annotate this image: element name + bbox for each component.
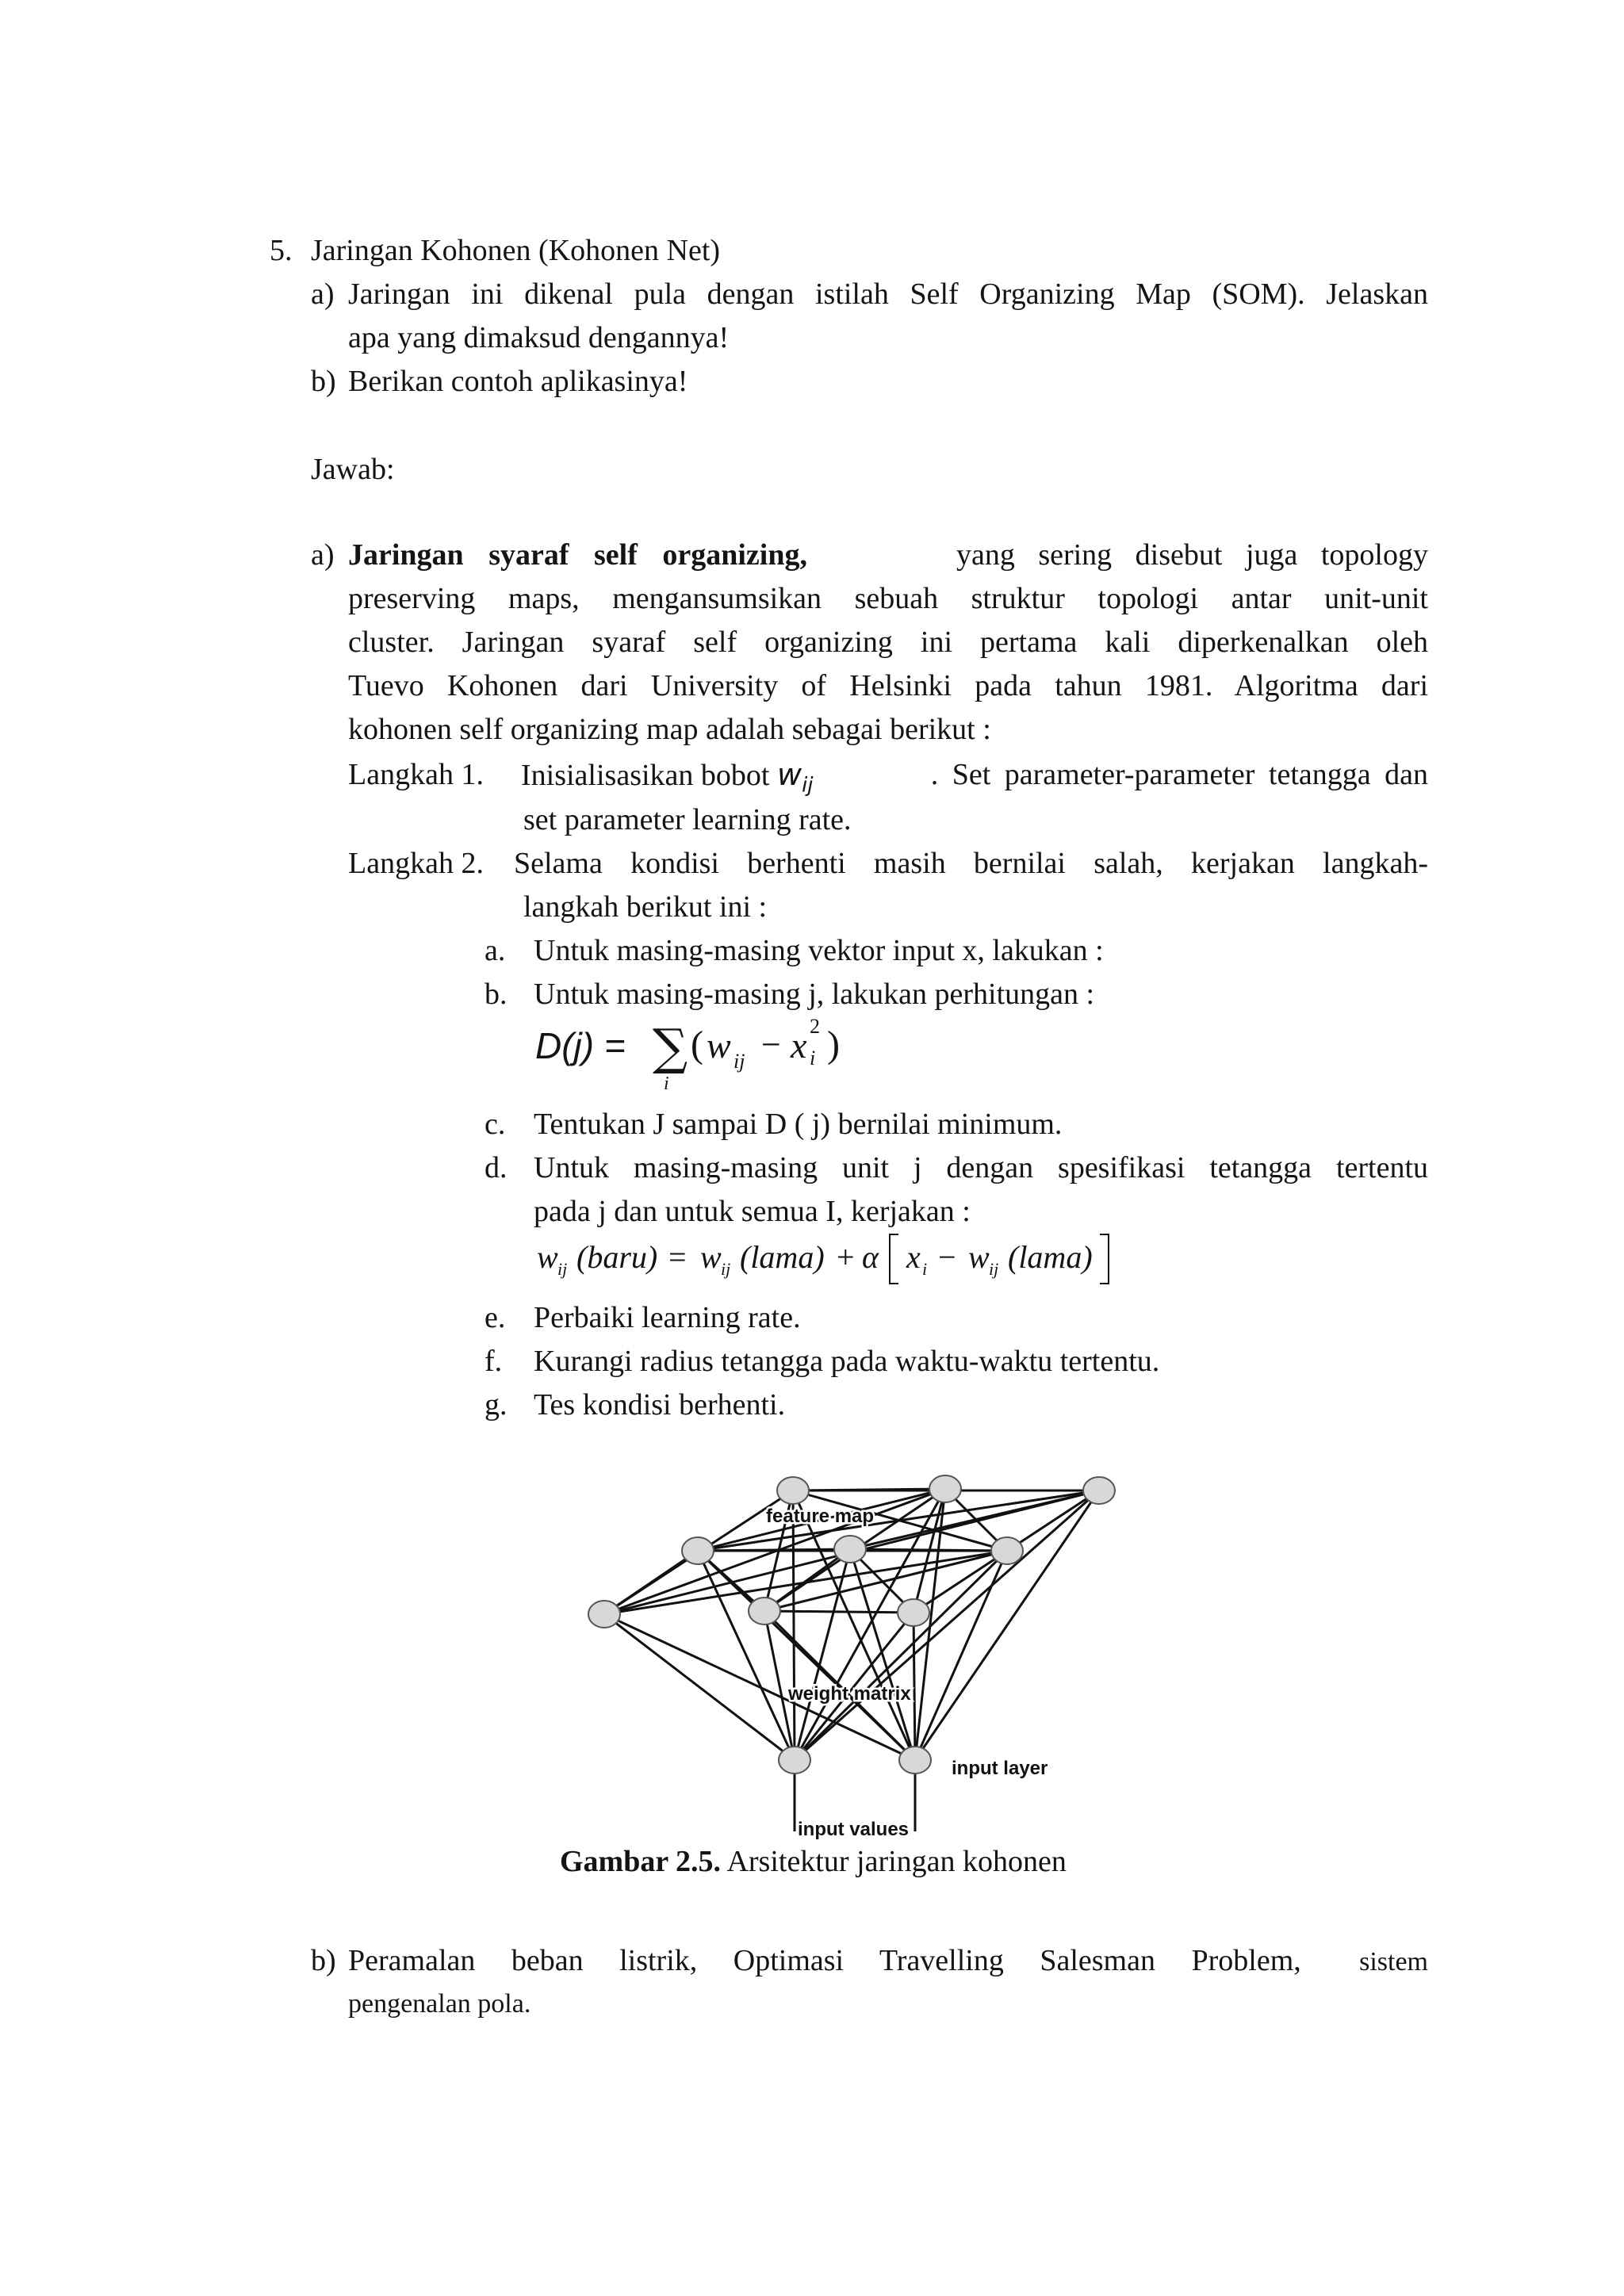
question-a-line2: apa yang dimaksud dengannya! xyxy=(348,321,730,354)
answer-a-line1 xyxy=(348,538,1428,572)
formula-update-w3: w xyxy=(968,1239,990,1275)
formula-update-x: x xyxy=(906,1239,921,1275)
feature-map-node xyxy=(1083,1477,1115,1504)
substep-d-text: Untuk masing-masing unit j dengan spesifikasi tetangga tertentu xyxy=(534,1151,1428,1184)
question-title: Jaringan Kohonen (Kohonen Net) xyxy=(311,234,721,267)
substep-a-label: a. xyxy=(485,934,506,967)
weight-link xyxy=(914,1613,915,1760)
label-input-layer: input layer xyxy=(952,1758,1048,1779)
step1-line1 xyxy=(521,757,1428,803)
answer-a-label: a) xyxy=(311,538,335,572)
formula-update-open-bracket xyxy=(889,1234,898,1284)
answer-a-line1-rest: yang sering disebut juga topology xyxy=(956,538,1428,572)
formula-distance-x-sup: 2 xyxy=(810,1015,820,1038)
feature-map-link xyxy=(850,1549,1007,1551)
input-node xyxy=(779,1747,810,1774)
feature-map-link xyxy=(604,1551,1007,1614)
answer-b-label: b) xyxy=(311,1944,336,1977)
feature-map-node xyxy=(834,1536,866,1563)
formula-distance-open: ( xyxy=(691,1024,703,1066)
formula-update-w2: w xyxy=(700,1239,722,1275)
formula-distance-minus: − xyxy=(761,1025,781,1064)
substep-a-text: Untuk masing-masing vektor input x, lakukan : xyxy=(534,934,1104,967)
formula-distance-w-sub: ij xyxy=(733,1050,745,1073)
weight-link xyxy=(604,1614,795,1760)
feature-map-node xyxy=(777,1477,809,1504)
feature-map-node xyxy=(682,1537,714,1564)
substep-d-label: d. xyxy=(485,1151,508,1184)
feature-map-link xyxy=(764,1611,914,1613)
feature-map-node xyxy=(929,1475,961,1502)
figure-caption-number: Gambar 2.5. xyxy=(560,1845,722,1878)
label-feature-map: feature map xyxy=(766,1506,875,1527)
label-weight-matrix: weight matrix xyxy=(788,1683,911,1705)
substep-e-text: Perbaiki learning rate. xyxy=(534,1301,801,1334)
figure-caption-text: Arsitektur jaringan kohonen xyxy=(726,1845,1067,1878)
weight-link xyxy=(793,1490,795,1760)
formula-distance-close: ) xyxy=(827,1024,840,1066)
answer-a-line4: Tuevo Kohonen dari University of Helsinki pada tahun 1981. Algoritma dari xyxy=(348,669,1428,702)
formula-update xyxy=(535,1234,1122,1291)
answer-a-line5: kohonen self organizing map adalah sebagai berikut : xyxy=(348,713,991,746)
kohonen-diagram xyxy=(571,1459,1142,1855)
formula-update-lama1: (lama) xyxy=(740,1239,825,1275)
formula-distance-x: x xyxy=(791,1025,807,1066)
step2-line1: Selama kondisi berhenti masih bernilai salah, kerjakan langkah- xyxy=(514,847,1428,880)
formula-update-alpha: α xyxy=(862,1239,879,1275)
formula-update-w2-sub: ij xyxy=(721,1259,731,1279)
formula-distance-sum: ∑ xyxy=(653,1018,688,1076)
substep-g-text: Tes kondisi berhenti. xyxy=(534,1388,786,1422)
formula-update-close-bracket xyxy=(1100,1234,1109,1284)
formula-distance-x-sub: i xyxy=(810,1047,816,1070)
step2-label: Langkah 2. xyxy=(348,847,484,880)
feature-map-node xyxy=(749,1598,780,1624)
answer-b-line2: pengenalan pola. xyxy=(348,1989,531,2019)
answer-b-line1-text: Peramalan beban listrik, Optimasi Travelling Salesman Problem, xyxy=(348,1944,1301,1977)
substep-d-text-cont: pada j dan untuk semua I, kerjakan : xyxy=(534,1195,971,1228)
weight-link xyxy=(795,1490,1099,1760)
formula-update-baru: (baru) xyxy=(576,1239,658,1275)
answer-a-line3: cluster. Jaringan syaraf self organizing ini pertama kali diperkenalkan oleh xyxy=(348,626,1428,659)
weight-link xyxy=(915,1490,1099,1760)
formula-update-x-sub: i xyxy=(922,1259,928,1279)
formula-update-plus: + xyxy=(837,1239,855,1275)
substep-b-text: Untuk masing-masing j, lakukan perhitungan : xyxy=(534,978,1095,1011)
formula-distance xyxy=(535,1015,868,1094)
answer-a-bold-term: Jaringan syaraf self organizing, xyxy=(348,538,807,572)
substep-b-label: b. xyxy=(485,978,508,1011)
feature-map-node xyxy=(898,1599,929,1626)
formula-update-w1: w xyxy=(537,1239,558,1275)
answer-b-line1-small: sistem xyxy=(1359,1947,1428,1976)
step1-text-post: . Set parameter-parameter tetangga dan xyxy=(930,758,1428,791)
substep-f-label: f. xyxy=(485,1345,503,1378)
question-a-label: a) xyxy=(311,277,335,311)
answer-heading: Jawab: xyxy=(311,453,395,486)
formula-distance-lhs: D(j) = xyxy=(535,1025,626,1066)
label-input-values: input values xyxy=(798,1819,910,1840)
step1-label: Langkah 1. xyxy=(348,758,484,791)
formula-update-lama2: (lama) xyxy=(1008,1239,1093,1275)
formula-update-w3-sub: ij xyxy=(989,1259,999,1279)
step1-text-pre: Inisialisasikan bobot xyxy=(521,759,770,792)
formula-update-w1-sub: ij xyxy=(557,1259,568,1279)
weight-link xyxy=(698,1551,795,1760)
formula-distance-sum-index: i xyxy=(664,1073,669,1094)
formula-update-eq: = xyxy=(668,1239,687,1275)
question-b-text: Berikan contoh aplikasinya! xyxy=(348,365,688,398)
substep-c-label: c. xyxy=(485,1108,506,1141)
substep-g-label: g. xyxy=(485,1388,508,1422)
input-node xyxy=(899,1747,931,1774)
formula-update-minus: − xyxy=(938,1239,956,1275)
question-b-label: b) xyxy=(311,365,336,398)
answer-b-line1 xyxy=(348,1943,1428,1980)
question-a-line1: Jaringan ini dikenal pula dengan istilah Self Organizing Map (SOM). Jelaskan xyxy=(348,277,1428,311)
feature-map-link xyxy=(604,1551,698,1614)
figure-caption xyxy=(560,1844,1067,1879)
answer-a-line2: preserving maps, mengansumsikan sebuah struktur topologi antar unit-unit xyxy=(348,582,1428,615)
substep-f-text: Kurangi radius tetangga pada waktu-waktu tertentu. xyxy=(534,1345,1160,1378)
substep-c-text: Tentukan J sampai D ( j) bernilai minimum. xyxy=(534,1108,1063,1141)
question-number: 5. xyxy=(270,234,293,267)
feature-map-node xyxy=(991,1537,1023,1564)
step2-line2: langkah berikut ini : xyxy=(523,890,768,924)
feature-map-link xyxy=(764,1551,1007,1611)
formula-distance-w: w xyxy=(707,1025,731,1066)
feature-map-node xyxy=(588,1601,620,1628)
weight-link xyxy=(793,1490,915,1760)
substep-e-label: e. xyxy=(485,1301,506,1334)
step1-line2: set parameter learning rate. xyxy=(523,803,852,836)
step1-weight: $w_{ij}$ xyxy=(776,757,814,798)
